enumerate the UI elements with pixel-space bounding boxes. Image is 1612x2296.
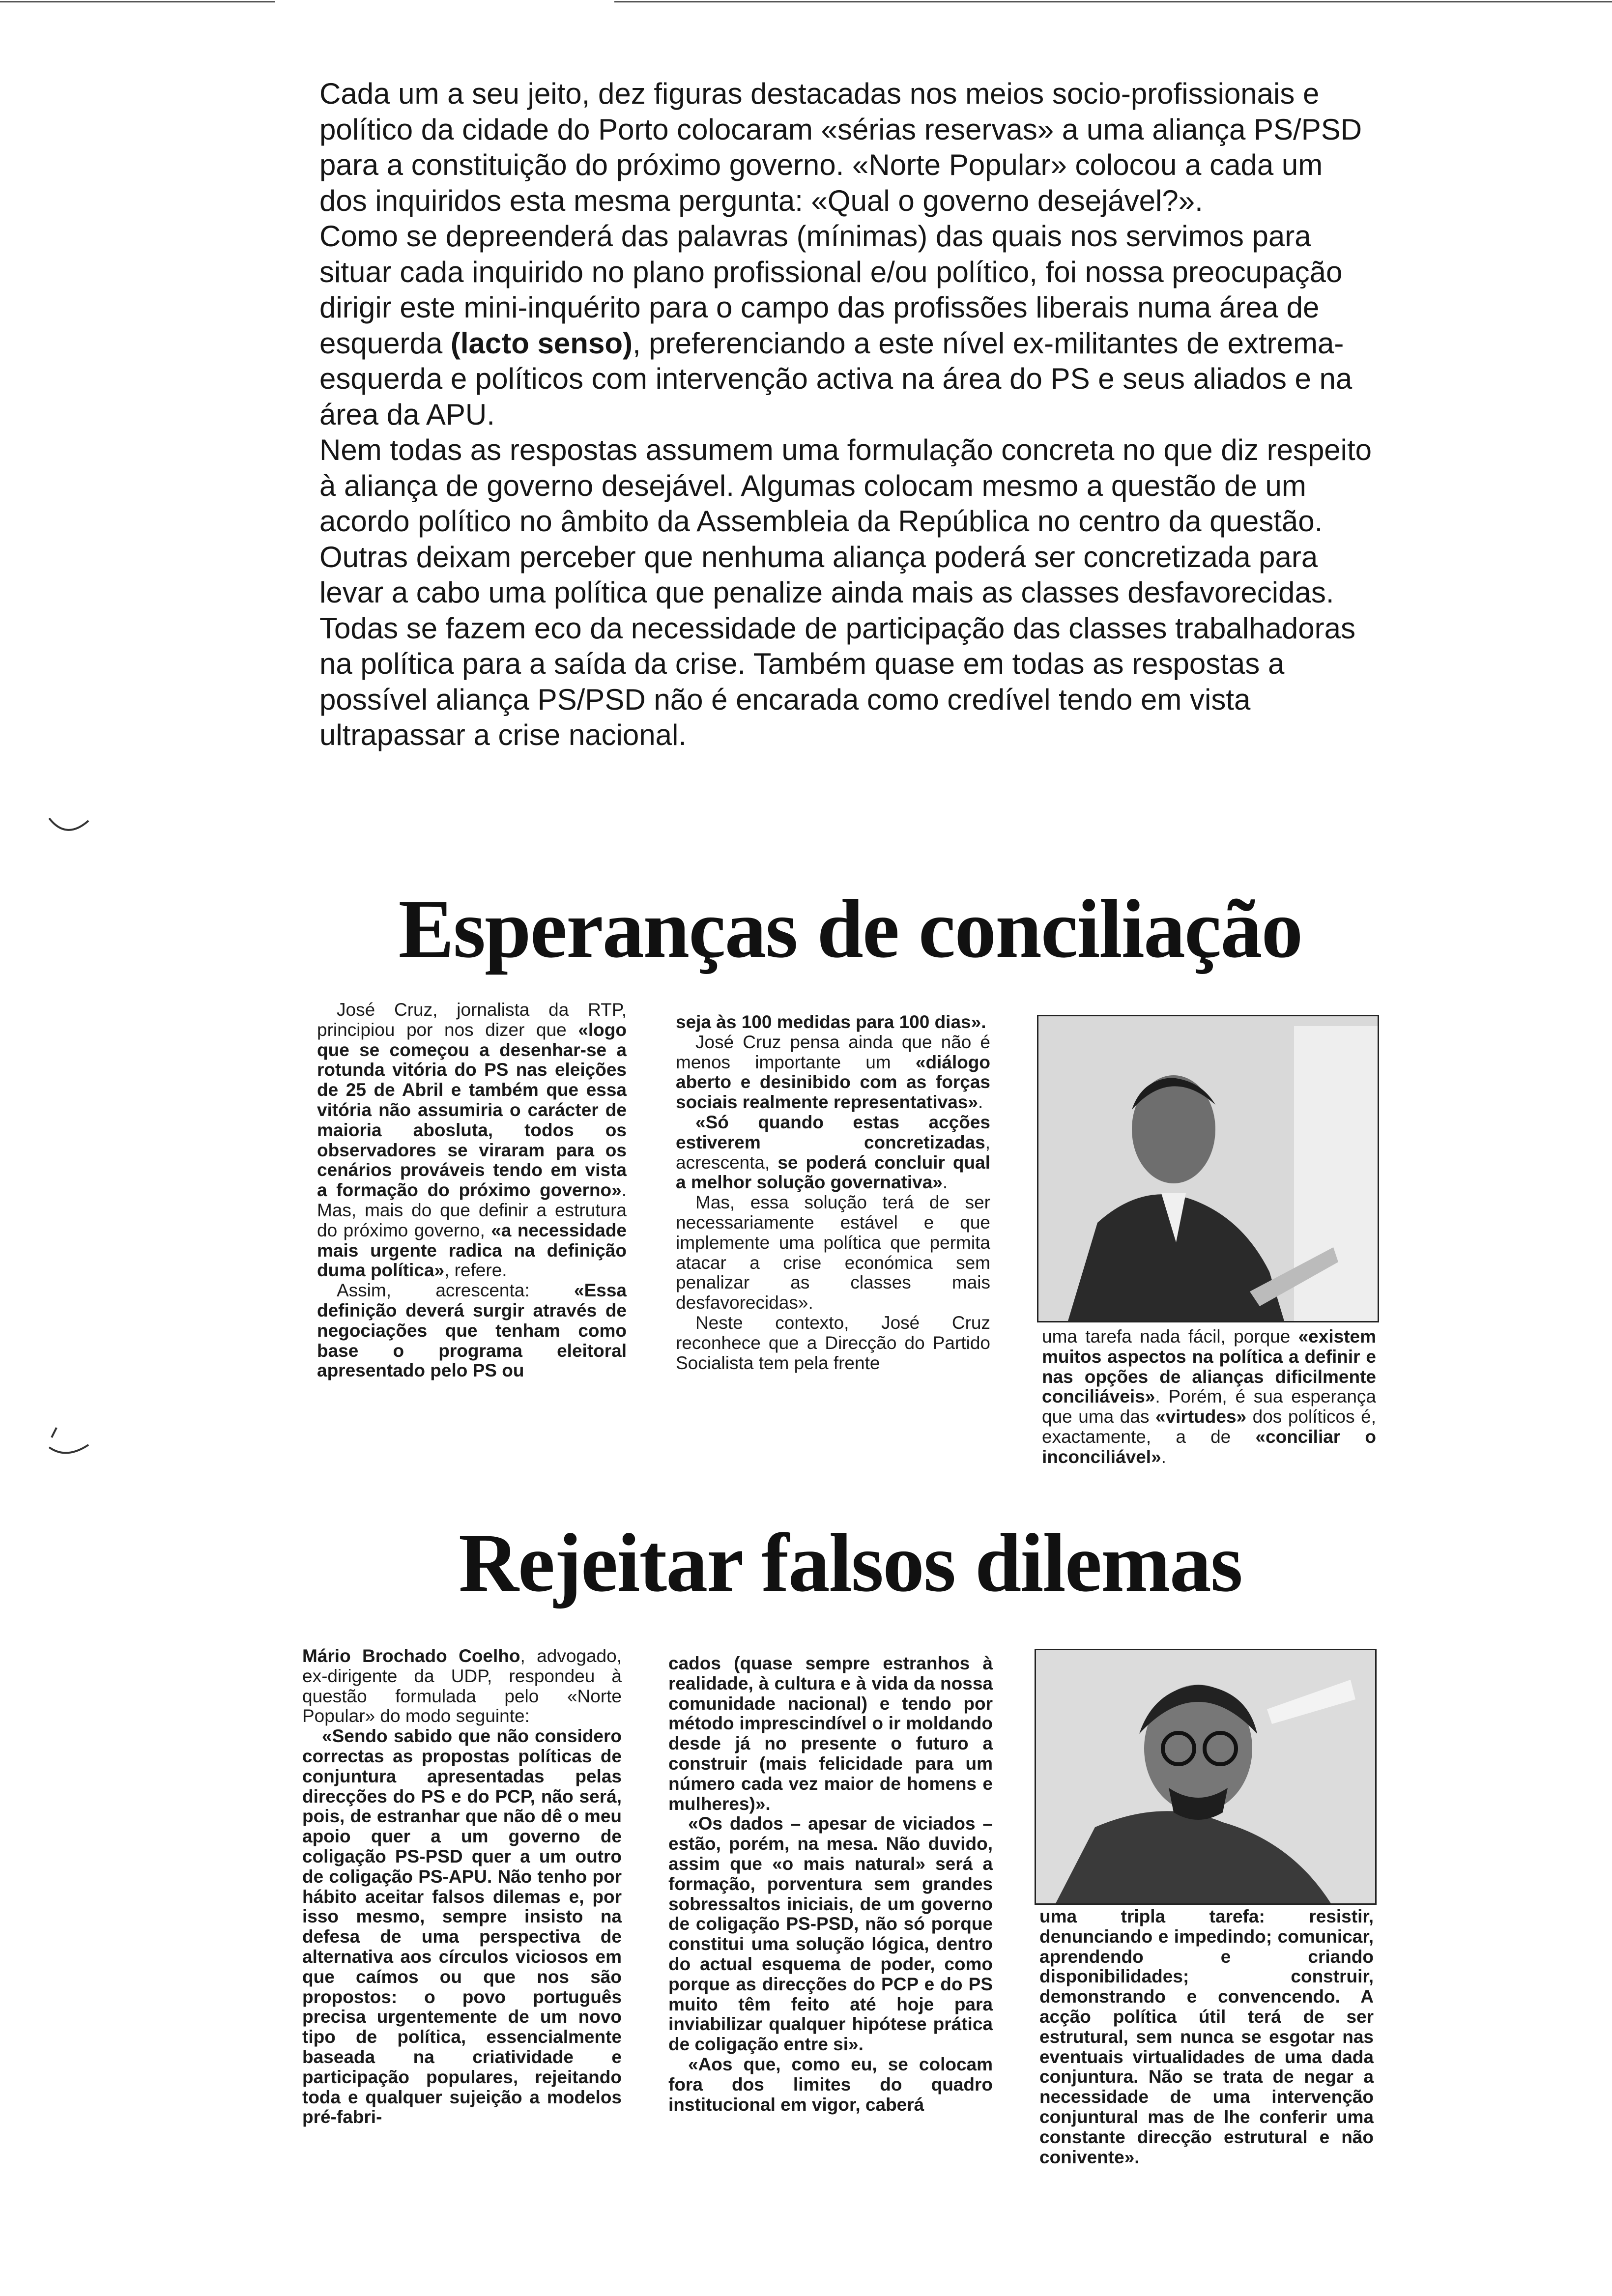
quote-run: «Os dados – apesar de viciados – estão, porém, na mesa. Não duvido, assim que «o mais natural» será a formação, porventura sem grandes sobressaltos iniciais, de um governo de coligação PS-PSD, não só porque constitui uma solução lógica, dentro do actual esquema de poder, como porque as direcções do PCP e do PS muito têm feito até hoje para inviabilizar qualquer hipótese prática de coligação entre si». — [668, 1813, 993, 2055]
article1-headline: Esperanças de conciliação — [398, 883, 1302, 975]
text-run: Assim, acrescenta: — [337, 1280, 574, 1301]
text-run: . Mas, mais do que definir a estrutura do próximo governo, — [317, 1180, 627, 1240]
article1-caption — [1042, 1327, 1376, 1467]
article2-headline: Rejeitar falsos dilemas — [459, 1517, 1242, 1609]
intro-paragraph-2-c: , preferenciando a este nível ex-militantes de extrema-esquerda e políticos com intervenção activa na área do PS e seus aliados e na área da APU. — [319, 326, 1353, 431]
top-rule-left — [0, 1, 275, 2]
intro-paragraph-2-a: Como se depreenderá das palavras (mínimas) das quais nos servimos para situar cada inquirido no plano profissional e/ou político, foi nossa preocupação dirigir este mini-inquérito para o campo das profissões liberais numa área de esquerda — [319, 220, 1343, 360]
quote-run: «Só quando estas acções estiverem concretizadas — [676, 1112, 990, 1152]
article1-photo — [1037, 1015, 1379, 1322]
article2-col1-para-2 — [302, 1726, 622, 2127]
article1-column-2 — [676, 1012, 990, 1373]
article1-col2-para-3 — [676, 1113, 990, 1193]
quote-run: «Sendo sabido que não considero correctas as propostas políticas de conjuntura apresentadas pelas direcções do PS e do PCP, não será, pois, de estranhar que não dê o meu apoio quer a um governo de coligação PS-PSD quer a um outro de coligação PS-APU. Não tenho por hábito aceitar falsos dilemas e, por isso mesmo, sempre insisto na defesa de uma perspectiva de alternativa aos círculos viciosos em que caímos ou que nos são propostos: o povo português precisa urgentemente de um novo tipo de política, essencialmente baseada na criatividade e participação populares, rejeitando toda e qualquer sujeição a modelos pré-fabri- — [302, 1726, 622, 2127]
portrait-man-suit-icon — [1038, 1016, 1378, 1321]
intro-text — [319, 76, 1376, 753]
article2-column-1 — [302, 1646, 622, 2127]
article1-col1-para-2 — [317, 1281, 627, 1381]
intro-paragraph-1: Cada um a seu jeito, dez figuras destacadas nos meios socio-profissionais e político da cidade do Porto colocaram «sérias reservas» a uma aliança PS/PSD para a constituição do próximo governo. «Norte Popular» colocou a cada um dos inquiridos esta mesma pergunta: «Qual o governo desejável?». — [319, 77, 1362, 217]
margin-mark-1 — [47, 813, 91, 843]
article2-col2-para-2 — [668, 1814, 993, 2055]
article2-photo — [1035, 1649, 1377, 1905]
article1-col1-para-1 — [317, 1000, 627, 1281]
article2-column-2 — [668, 1654, 993, 2115]
quote-run: «existem muitos aspectos na política a definir e nas opções de alianças dificilmente conciliáveis» — [1042, 1326, 1376, 1407]
text-run: , acrescenta, — [676, 1132, 990, 1173]
intro-paragraph-2-emphasis: (lacto senso) — [450, 326, 633, 360]
article2-caption-text — [1039, 1907, 1374, 2167]
article1-col2-para-4: Mas, essa solução terá de ser necessariamente estável e que implemente uma política que permita atacar a crise económica sem penalizar as classes mais desfavorecidas». — [676, 1192, 990, 1313]
article1-caption-text — [1042, 1327, 1376, 1467]
text-run: , advogado, ex-dirigente da UDP, respondeu à questão formulada pelo «Norte Popular» do modo seguinte: — [302, 1646, 622, 1726]
quote-run: seja às 100 medidas para 100 dias». — [676, 1012, 986, 1032]
margin-mark-2 — [47, 1425, 91, 1460]
text-run: uma tarefa nada fácil, porque — [1042, 1326, 1298, 1347]
quote-run: «Essa definição deverá surgir através de negociações que tenham como base o programa eleitoral apresentado pelo PS ou — [317, 1280, 627, 1381]
portrait-man-glasses-icon — [1036, 1650, 1375, 1903]
text-run: . Porém, é sua esperança que uma das — [1042, 1386, 1376, 1427]
quote-run: «conciliar o inconciliável» — [1042, 1426, 1376, 1467]
quote-run: se poderá concluir qual a melhor solução governativa» — [676, 1152, 990, 1193]
quote-run: uma tripla tarefa: resistir, denunciando e impedindo; comunicar, aprendendo e criando disponibilidades; construir, demonstrando e convencendo. A acção política útil terá de ser estrutural, sem nunca se esgotar nas eventuais virtualidades de uma dada conjuntura. Não se trata de negar a necessidade de uma intervenção conjuntural mas de lhe conferir uma constante direcção estrutural e não conivente». — [1039, 1906, 1374, 2167]
text-run: . — [942, 1172, 948, 1193]
text-run: , refere. — [444, 1260, 507, 1281]
text-run: . — [1161, 1446, 1166, 1467]
top-rule-right — [614, 1, 1612, 2]
author-name: Mário Brochado Coelho — [302, 1646, 520, 1666]
quote-run: cados (quase sempre estranhos à realidade, à cultura e à vida da nossa comunidade nacional) e tendo por método imprescindível o ir moldando desde já no presente o futuro a construir (mais felicidade para um número cada vez maior de homens e mulheres)». — [668, 1653, 993, 1814]
text-run: José Cruz, jornalista da RTP, principiou por nos dizer que — [317, 1000, 627, 1040]
article2-col1-para-1 — [302, 1646, 622, 1726]
intro-paragraph-2 — [319, 219, 1376, 432]
quote-run: «a necessidade mais urgente radica na definição duma política» — [317, 1220, 627, 1281]
text-run: . — [978, 1092, 983, 1113]
quote-run: «Aos que, como eu, se colocam fora dos limites do quadro institucional em vigor, caberá — [668, 2054, 993, 2115]
article1-col2-para-2 — [676, 1033, 990, 1113]
intro-paragraph-3: Nem todas as respostas assumem uma formulação concreta no que diz respeito à aliança de governo desejável. Algumas colocam mesmo a questão de um acordo político no âmbito da Assembleia da República no centro da questão. Outras deixam perceber que nenhuma aliança poderá ser concretizada para levar a cabo uma política que penalize ainda mais as classes desfavorecidas. Todas se fazem eco da necessidade de participação das classes trabalhadoras na política para a saída da crise. Também quase em todas as respostas a possível aliança PS/PSD não é encarada como credível tendo em vista ultrapassar a crise nacional. — [319, 433, 1372, 751]
article1-column-1 — [317, 1000, 627, 1381]
quote-run: «diálogo aberto e desinibido com as forças sociais realmente representativas» — [676, 1052, 990, 1113]
article2-col2-para-1 — [668, 1654, 993, 1814]
article1-col2-para-5: Neste contexto, José Cruz reconhece que a Direcção do Partido Socialista tem pela frente — [676, 1312, 990, 1373]
article1-col2-para-1 — [676, 1012, 990, 1033]
text-run: dos políticos é, exactamente, a de — [1042, 1406, 1376, 1447]
text-run: José Cruz pensa ainda que não é menos importante um — [676, 1032, 990, 1072]
article2-caption — [1039, 1907, 1374, 2167]
quote-run: «logo que se começou a desenhar-se a rotunda vitória do PS nas eleições de 25 de Abril e também que essa vitória não assumiria o carácter de maioria abosluta, todos os observadores se viraram para os cenários prováveis tendo em vista a formação do próximo governo» — [317, 1019, 627, 1201]
article2-col2-para-3 — [668, 2055, 993, 2115]
quote-run: «virtudes» — [1155, 1406, 1247, 1427]
